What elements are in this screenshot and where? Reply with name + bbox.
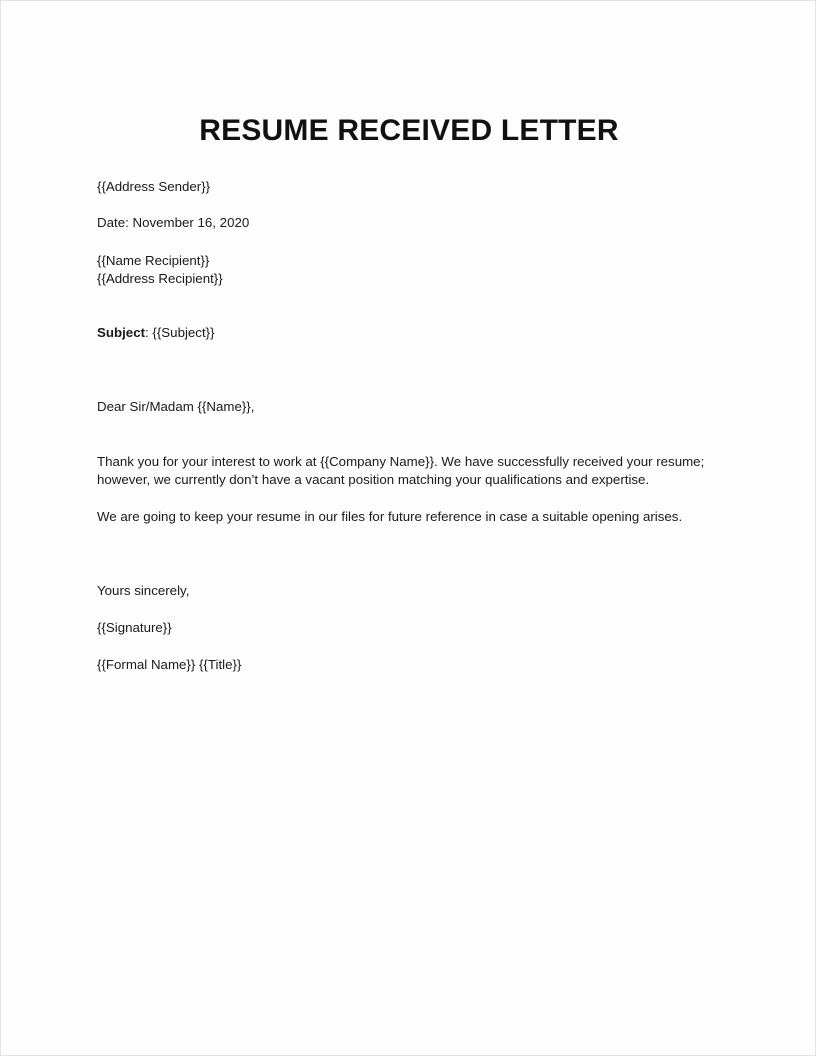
recipient-name: {{Name Recipient}} — [97, 253, 210, 268]
address-sender: {{Address Sender}} — [97, 179, 211, 194]
formal-name-title: {{Formal Name}} {{Title}} — [97, 657, 242, 672]
recipient-address: {{Address Recipient}} — [97, 271, 223, 286]
letter-title: RESUME RECEIVED LETTER — [199, 114, 619, 147]
signature: {{Signature}} — [97, 620, 172, 635]
letter-date: Date: November 16, 2020 — [97, 215, 250, 230]
closing: Yours sincerely, — [97, 583, 190, 598]
subject-label: Subject — [97, 325, 146, 340]
subject-line — [97, 324, 215, 342]
body-paragraph-1-line-2: however, we currently don’t have a vacant position matching your qualifications and expertise. — [97, 472, 650, 487]
body-paragraph-2: We are going to keep your resume in our files for future reference in case a suitable opening arises. — [97, 509, 683, 524]
salutation: Dear Sir/Madam {{Name}}, — [97, 399, 255, 414]
subject-value: : {{Subject}} — [145, 325, 215, 340]
body-paragraph-1-line-1: Thank you for your interest to work at {{Company Name}}. We have successfully received your resume; — [97, 454, 705, 469]
